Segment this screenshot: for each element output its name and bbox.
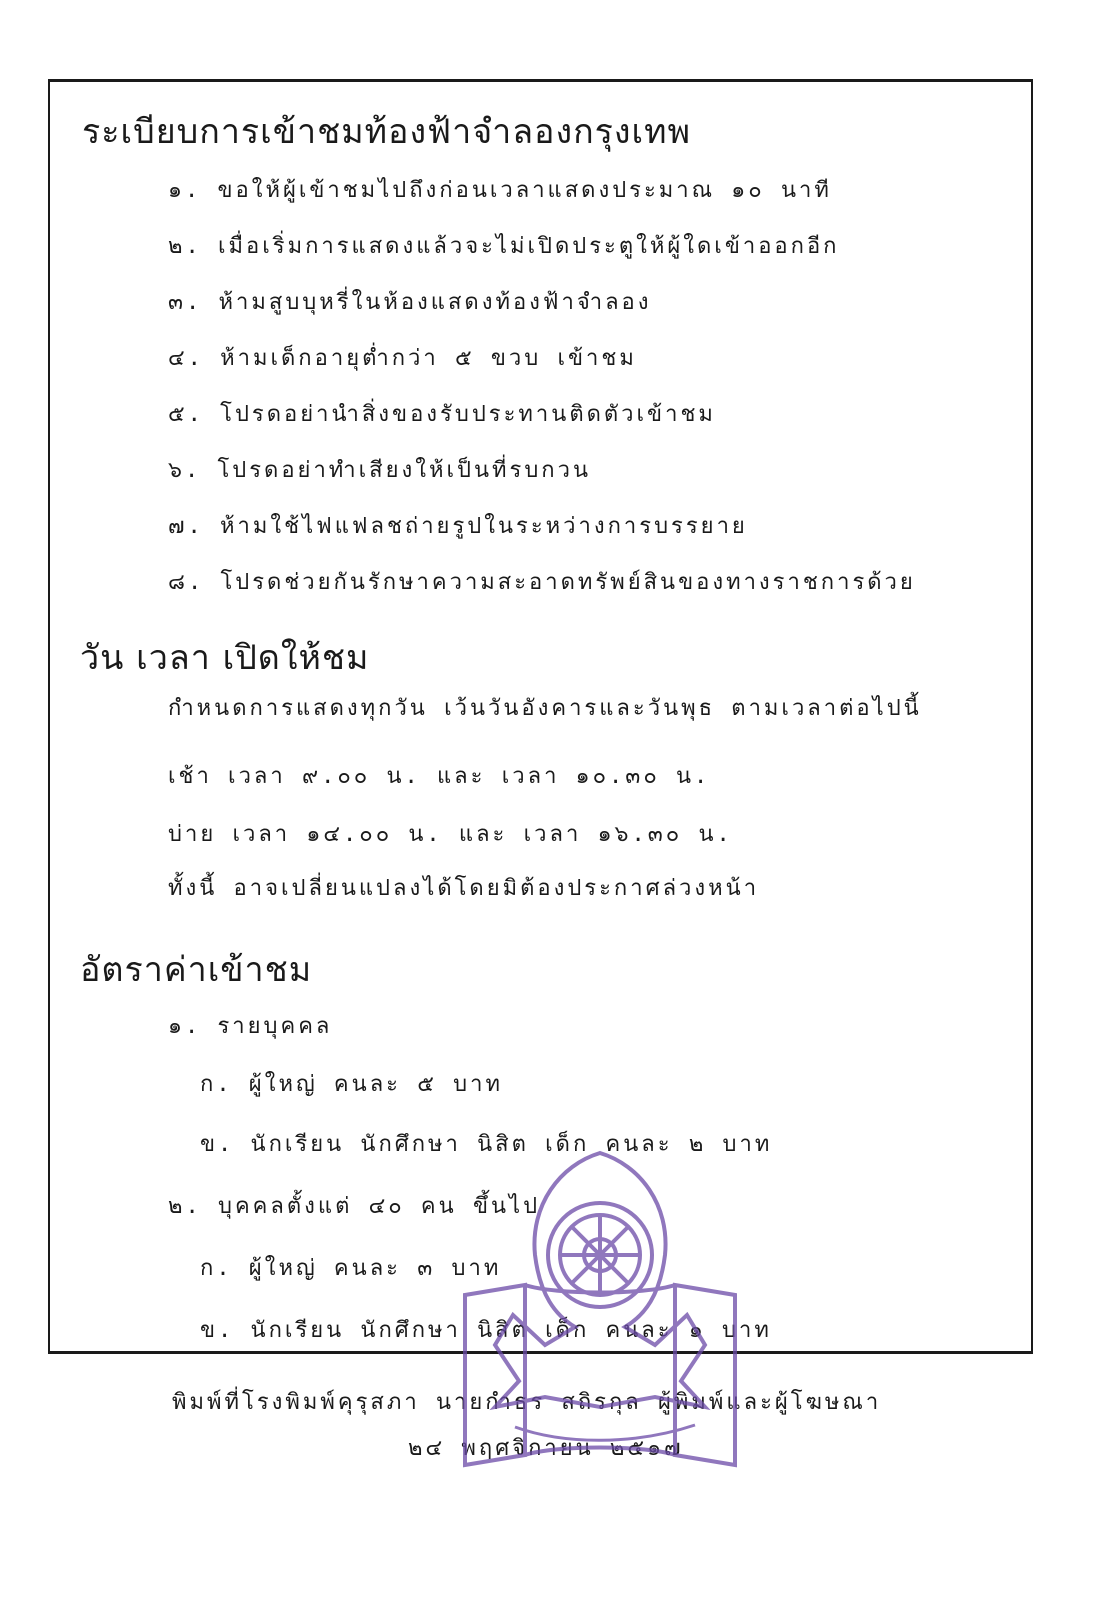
- fee-group-1-student: ข. นักเรียน นักศึกษา นิสิต เด็ก คนละ ๒ บาท: [200, 1132, 773, 1157]
- rule-item-5: ๕. โปรดอย่านำสิ่งของรับประทานติดตัวเข้าชม: [168, 402, 716, 427]
- fees-heading: อัตราค่าเข้าชม: [80, 950, 313, 990]
- rule-item-6: ๖. โปรดอย่าทำเสียงให้เป็นที่รบกวน: [168, 458, 591, 483]
- schedule-heading: วัน เวลา เปิดให้ชม: [80, 638, 370, 678]
- schedule-afternoon: บ่าย เวลา ๑๔.๐๐ น. และ เวลา ๑๖.๓๐ น.: [168, 822, 733, 847]
- fee-group-1-label: ๑. รายบุคคล: [168, 1014, 333, 1039]
- rule-item-4: ๔. ห้ามเด็กอายุต่ำกว่า ๕ ขวบ เข้าชม: [168, 346, 637, 371]
- fee-group-1-adult: ก. ผู้ใหญ่ คนละ ๕ บาท: [200, 1072, 503, 1097]
- rule-item-2: ๒. เมื่อเริ่มการแสดงแล้วจะไม่เปิดประตูให้ผู้ใดเข้าออกอีก: [168, 234, 840, 259]
- rules-heading: ระเบียบการเข้าชมท้องฟ้าจำลองกรุงเทพ: [82, 112, 691, 152]
- fee-group-2-label: ๒. บุคคลตั้งแต่ ๔๐ คน ขึ้นไป: [168, 1194, 541, 1219]
- rule-item-8: ๘. โปรดช่วยกันรักษาความสะอาดทรัพย์สินของทางราชการด้วย: [168, 570, 916, 595]
- fee-group-2-student: ข. นักเรียน นักศึกษา นิสิต เด็ก คนละ ๑ บาท: [200, 1318, 772, 1343]
- fee-group-2-adult: ก. ผู้ใหญ่ คนละ ๓ บาท: [200, 1256, 502, 1281]
- rule-item-1: ๑. ขอให้ผู้เข้าชมไปถึงก่อนเวลาแสดงประมาณ ๑๐ นาที: [168, 178, 832, 203]
- schedule-note: ทั้งนี้ อาจเปลี่ยนแปลงได้โดยมิต้องประกาศล่วงหน้า: [168, 876, 760, 901]
- rule-item-7: ๗. ห้ามใช้ไฟแฟลชถ่ายรูปในระหว่างการบรรยาย: [168, 514, 748, 539]
- footer-printer: พิมพ์ที่โรงพิมพ์คุรุสภา นายกำธร สถิรกุล ผู้พิมพ์และผู้โฆษณา: [172, 1390, 882, 1415]
- footer-date: ๒๔ พฤศจิกายน ๒๕๑๗: [408, 1436, 684, 1461]
- schedule-intro: กำหนดการแสดงทุกวัน เว้นวันอังคารและวันพุธ ตามเวลาต่อไปนี้: [168, 696, 922, 721]
- schedule-morning: เช้า เวลา ๙.๐๐ น. และ เวลา ๑๐.๓๐ น.: [168, 764, 711, 789]
- rule-item-3: ๓. ห้ามสูบบุหรี่ในห้องแสดงท้องฟ้าจำลอง: [168, 290, 652, 315]
